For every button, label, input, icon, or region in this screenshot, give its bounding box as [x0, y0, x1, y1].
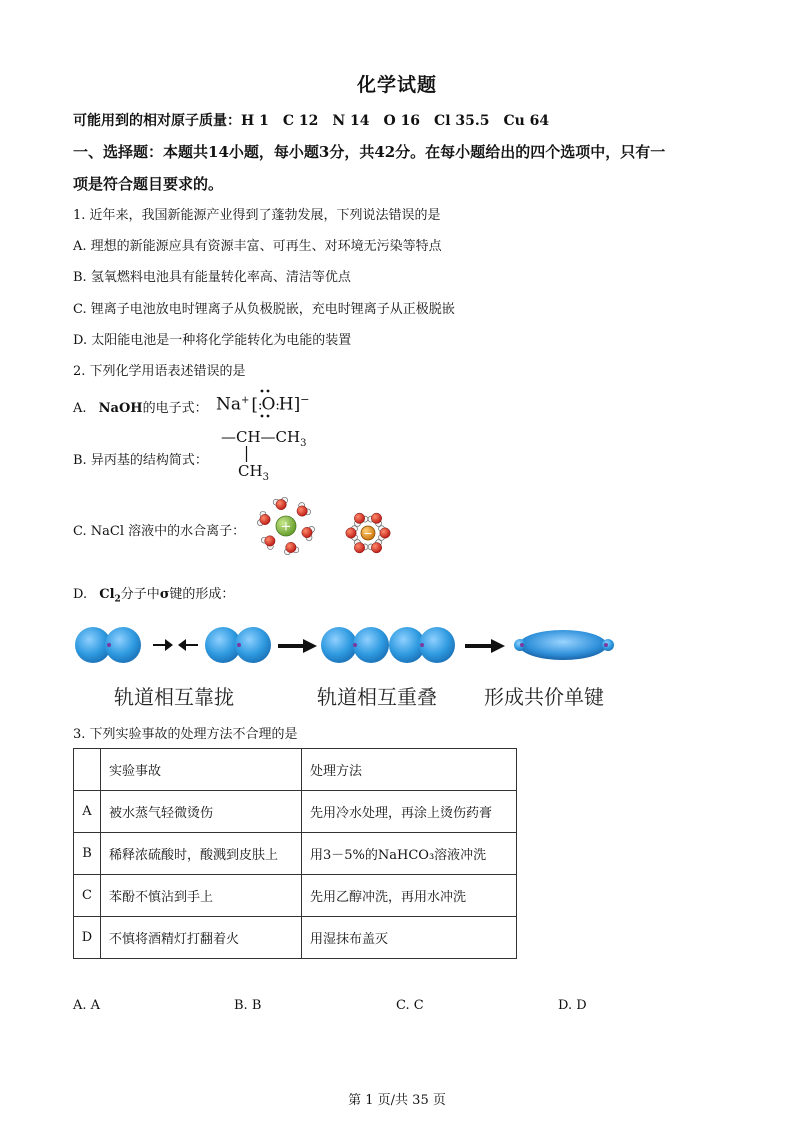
approach-arrows [153, 639, 198, 651]
water-oxygen-atom [371, 543, 381, 553]
water-oxygen-atom [346, 528, 356, 538]
orbitals-overlapping [321, 627, 455, 663]
orbitals-approaching [75, 627, 141, 663]
section-header-line1: 一、选择题：本题共14小题，每小题3分，共42分。在每小题给出的四个选项中，只有一 [73, 143, 666, 161]
q2-a-formula: NaOH [98, 401, 143, 416]
page-title: 化学试题 [356, 74, 437, 96]
orbitals-overlapping-start [205, 627, 271, 663]
na-charge: + [241, 395, 250, 406]
section-header-line2: 项是符合题目要求的。 [73, 175, 224, 193]
q2-d-prefix: D. [73, 587, 88, 602]
answer-d: D. D [558, 998, 587, 1013]
q1-option-a: A. 理想的新能源应具有资源丰富、可再生、对环境无污染等特点 [73, 239, 442, 254]
table-row: A 被水蒸气轻微烫伤 先用冷水处理，再涂上烫伤药膏 [74, 791, 517, 833]
naoh-electron-formula: Na+ [:O:H]− [216, 393, 310, 415]
q1-option-b: B. 氢氧燃料电池具有能量转化率高、清洁等优点 [73, 270, 351, 285]
caption-single-bond: 形成共价单键 [484, 685, 604, 709]
water-oxygen-atom [286, 542, 296, 552]
arrow-bond [465, 639, 505, 653]
q2-stem: 2. 下列化学用语表述错误的是 [73, 364, 246, 379]
water-oxygen-atom [354, 543, 364, 553]
q2-option-b: B. 异丙基的结构简式： [73, 453, 208, 468]
answer-c: C. C [396, 998, 424, 1013]
water-oxygen-atom [354, 513, 364, 523]
isopropyl-row2: $CH_3$ [238, 462, 269, 483]
q3-stem: 3. 下列实验事故的处理方法不合理的是 [73, 727, 298, 742]
q2-option-c: C. NaCl 溶液中的水合离子： [73, 524, 246, 539]
chloride-ion-sign: − [363, 527, 373, 540]
table-header-row: 实验事故 处理方法 [74, 749, 517, 791]
na-symbol: Na [216, 394, 242, 415]
water-oxygen-atom [371, 513, 381, 523]
atomic-masses: 可能用到的相对原子质量：H 1 C 12 N 14 O 16 Cl 35.5 Cu 64 [73, 113, 550, 129]
h-symbol: H [278, 394, 294, 415]
q2-option-a [73, 397, 208, 416]
hydrated-ions-diagram [246, 494, 406, 564]
oh-charge: − [300, 393, 310, 406]
q2-a-prefix: A. [73, 401, 87, 416]
table-row: D 不慎将酒精灯打翻着火 用湿抹布盖灭 [74, 917, 517, 959]
q2-d-formula: Cl [99, 587, 115, 602]
answer-b: B. B [234, 998, 262, 1013]
water-oxygen-atom [297, 506, 307, 516]
sigma-bond-formation-diagram [73, 618, 633, 678]
water-oxygen-atom [276, 499, 286, 509]
arrow-overlap [278, 639, 317, 653]
sigma-symbol: σ [159, 587, 170, 602]
caption-approach: 轨道相互靠拢 [114, 685, 234, 709]
q1-stem: 1. 近年来，我国新能源产业得到了蓬勃发展，下列说法错误的是 [73, 208, 441, 223]
caption-overlap: 轨道相互重叠 [317, 685, 437, 709]
accident-table [73, 748, 517, 959]
water-oxygen-atom [260, 514, 270, 524]
table-row: B 稀释浓硫酸时，酸溅到皮肤上 用3－5%的NaHCO₃溶液冲洗 [74, 833, 517, 875]
water-oxygen-atom [302, 527, 312, 537]
q1-option-c: C. 锂离子电池放电时锂离子从负极脱嵌，充电时锂离子从正极脱嵌 [73, 302, 455, 317]
q1-option-d: D. 太阳能电池是一种将化学能转化为电能的装置 [73, 333, 352, 348]
answer-a: A. A [73, 998, 101, 1013]
water-oxygen-atom [265, 536, 275, 546]
isopropyl-row1: $—CH—CH_3$ [221, 428, 307, 449]
water-oxygen-atom [380, 528, 390, 538]
page-footer: 第 1 页/共 35 页 [348, 1093, 446, 1108]
q2-option-d: D. $Cl_2$分子中σ键的形成： [73, 587, 235, 605]
lone-pair-dots [259, 389, 276, 419]
q2-a-suffix: 的电子式： [142, 401, 208, 416]
o-symbol: O [261, 394, 276, 415]
table-row: C 苯酚不慎沾到手上 先用乙醇冲洗，再用水冲洗 [74, 875, 517, 917]
sodium-ion-sign: + [280, 519, 292, 535]
covalent-single-bond [514, 630, 614, 660]
